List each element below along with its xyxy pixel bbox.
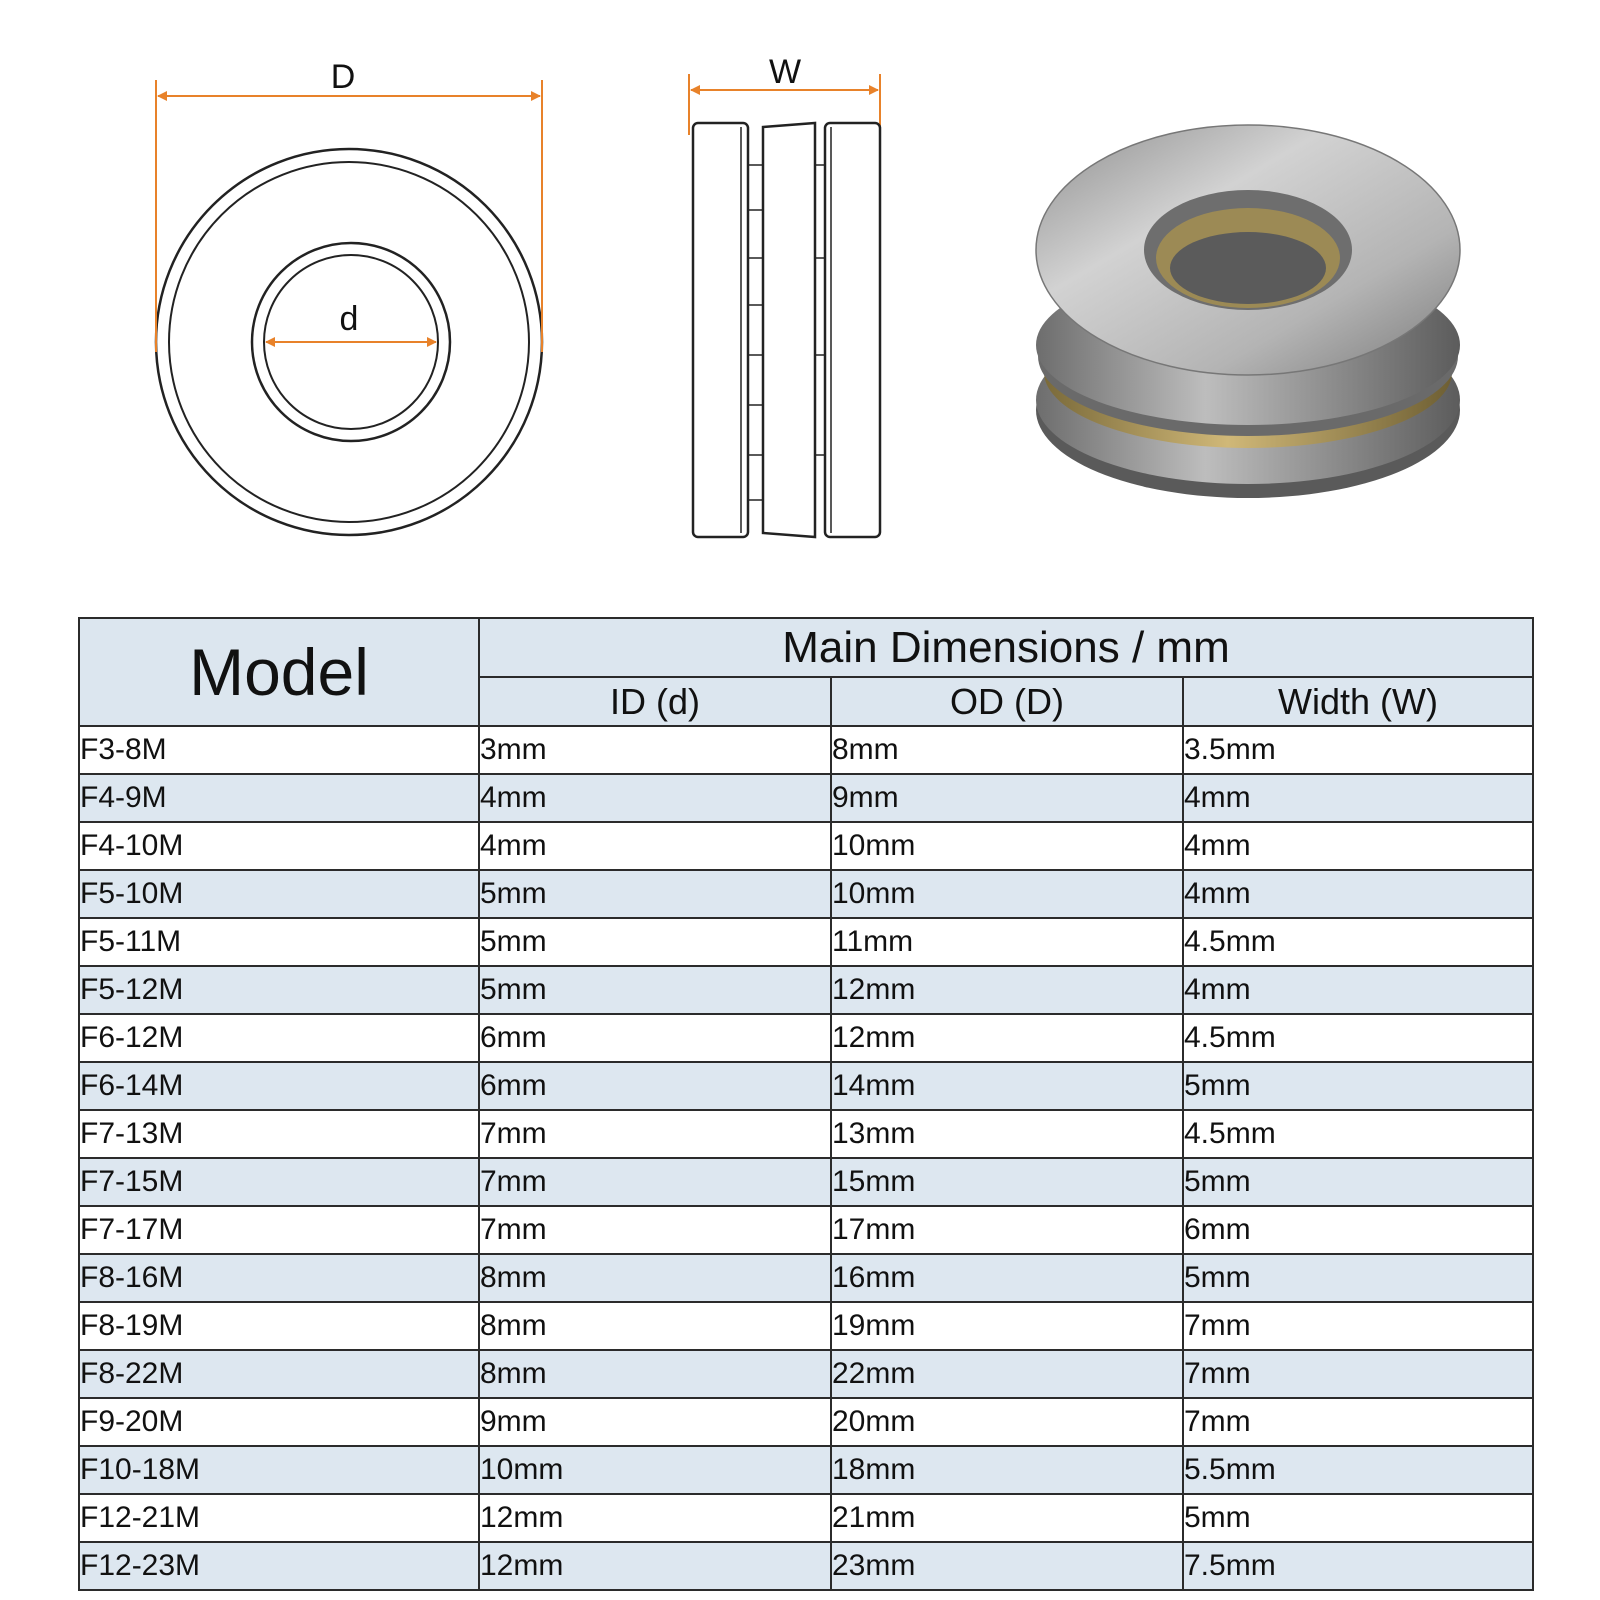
model-cell: F8-22M	[79, 1350, 479, 1398]
od-cell: 22mm	[831, 1350, 1183, 1398]
main-dimensions-header: Main Dimensions / mm	[479, 618, 1533, 677]
column-header-width: Width (W)	[1183, 677, 1533, 726]
width-cell: 4.5mm	[1183, 918, 1533, 966]
table-row	[79, 1062, 1533, 1110]
od-cell: 8mm	[831, 726, 1183, 774]
od-cell: 19mm	[831, 1302, 1183, 1350]
model-cell: F6-12M	[79, 1014, 479, 1062]
model-cell: F4-10M	[79, 822, 479, 870]
id-cell: 5mm	[479, 918, 831, 966]
width-cell: 5mm	[1183, 1158, 1533, 1206]
od-cell: 21mm	[831, 1494, 1183, 1542]
model-header: Model	[79, 618, 479, 726]
od-cell: 14mm	[831, 1062, 1183, 1110]
id-cell: 8mm	[479, 1302, 831, 1350]
id-cell: 9mm	[479, 1398, 831, 1446]
table-row	[79, 870, 1533, 918]
id-cell: 6mm	[479, 1014, 831, 1062]
model-cell: F12-21M	[79, 1494, 479, 1542]
od-cell: 11mm	[831, 918, 1183, 966]
table-row	[79, 966, 1533, 1014]
od-cell: 9mm	[831, 774, 1183, 822]
id-cell: 5mm	[479, 870, 831, 918]
id-cell: 5mm	[479, 966, 831, 1014]
od-cell: 20mm	[831, 1398, 1183, 1446]
model-cell: F5-10M	[79, 870, 479, 918]
width-cell: 7.5mm	[1183, 1542, 1533, 1590]
id-cell: 3mm	[479, 726, 831, 774]
table-row	[79, 1014, 1533, 1062]
table-row	[79, 822, 1533, 870]
table-row	[79, 1254, 1533, 1302]
table-row	[79, 1206, 1533, 1254]
table-row	[79, 1350, 1533, 1398]
od-cell: 10mm	[831, 870, 1183, 918]
width-cell: 4mm	[1183, 870, 1533, 918]
table-row	[79, 1302, 1533, 1350]
model-cell: F5-11M	[79, 918, 479, 966]
od-cell: 12mm	[831, 966, 1183, 1014]
id-cell: 8mm	[479, 1254, 831, 1302]
model-cell: F8-19M	[79, 1302, 479, 1350]
model-cell: F12-23M	[79, 1542, 479, 1590]
width-cell: 7mm	[1183, 1398, 1533, 1446]
id-cell: 4mm	[479, 774, 831, 822]
od-cell: 12mm	[831, 1014, 1183, 1062]
width-cell: 4mm	[1183, 966, 1533, 1014]
table-row	[79, 1542, 1533, 1590]
id-cell: 12mm	[479, 1494, 831, 1542]
model-cell: F5-12M	[79, 966, 479, 1014]
model-cell: F4-9M	[79, 774, 479, 822]
width-cell: 5.5mm	[1183, 1446, 1533, 1494]
table-row	[79, 1446, 1533, 1494]
od-cell: 23mm	[831, 1542, 1183, 1590]
side-view	[689, 53, 880, 537]
model-cell: F7-15M	[79, 1158, 479, 1206]
od-cell: 18mm	[831, 1446, 1183, 1494]
width-cell: 5mm	[1183, 1494, 1533, 1542]
width-cell: 6mm	[1183, 1206, 1533, 1254]
id-cell: 8mm	[479, 1350, 831, 1398]
width-cell: 3.5mm	[1183, 726, 1533, 774]
front-view	[156, 58, 542, 535]
width-cell: 4.5mm	[1183, 1110, 1533, 1158]
model-cell: F6-14M	[79, 1062, 479, 1110]
table-row	[79, 774, 1533, 822]
outer-diameter-label: D	[330, 58, 356, 96]
table-row	[79, 918, 1533, 966]
column-header-id: ID (d)	[479, 677, 831, 726]
od-cell: 10mm	[831, 822, 1183, 870]
model-cell: F9-20M	[79, 1398, 479, 1446]
od-cell: 13mm	[831, 1110, 1183, 1158]
od-cell: 15mm	[831, 1158, 1183, 1206]
id-cell: 4mm	[479, 822, 831, 870]
id-cell: 7mm	[479, 1158, 831, 1206]
model-cell: F8-16M	[79, 1254, 479, 1302]
id-cell: 10mm	[479, 1446, 831, 1494]
table-row	[79, 1158, 1533, 1206]
table-row	[79, 726, 1533, 774]
width-cell: 5mm	[1183, 1254, 1533, 1302]
id-cell: 7mm	[479, 1206, 831, 1254]
width-cell: 5mm	[1183, 1062, 1533, 1110]
model-cell: F10-18M	[79, 1446, 479, 1494]
id-cell: 12mm	[479, 1542, 831, 1590]
width-label: W	[768, 53, 802, 91]
width-cell: 4.5mm	[1183, 1014, 1533, 1062]
width-cell: 4mm	[1183, 822, 1533, 870]
inner-diameter-label: d	[339, 300, 359, 338]
model-cell: F3-8M	[79, 726, 479, 774]
od-cell: 17mm	[831, 1206, 1183, 1254]
column-header-od: OD (D)	[831, 677, 1183, 726]
model-cell: F7-17M	[79, 1206, 479, 1254]
table-row	[79, 1494, 1533, 1542]
table-row	[79, 1110, 1533, 1158]
model-cell: F7-13M	[79, 1110, 479, 1158]
bearing-diagrams	[0, 0, 1600, 600]
width-cell: 7mm	[1183, 1302, 1533, 1350]
id-cell: 6mm	[479, 1062, 831, 1110]
dimensions-table	[78, 617, 1534, 1591]
id-cell: 7mm	[479, 1110, 831, 1158]
table-row	[79, 1398, 1533, 1446]
bearing-illustration	[1036, 125, 1460, 498]
od-cell: 16mm	[831, 1254, 1183, 1302]
width-cell: 7mm	[1183, 1350, 1533, 1398]
width-cell: 4mm	[1183, 774, 1533, 822]
